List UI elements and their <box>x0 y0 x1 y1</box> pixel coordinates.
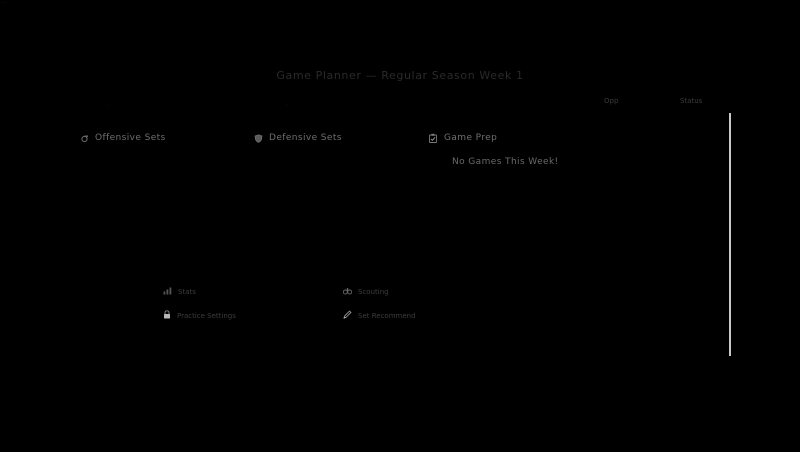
defense-caption: · <box>286 101 289 109</box>
practice-settings-button[interactable] <box>163 310 236 321</box>
right-panel-header-status: Status <box>680 97 703 105</box>
tab-defensive-sets-label: Defensive Sets <box>269 133 342 143</box>
lock-icon <box>163 310 171 321</box>
tab-defensive-sets[interactable] <box>254 133 342 143</box>
corner-indicator: ··· <box>2 0 8 7</box>
practice-settings-button-label: Practice Settings <box>177 311 236 320</box>
stats-button[interactable] <box>163 287 196 297</box>
clipboard-icon <box>428 133 438 143</box>
right-panel-header-opp: Opp <box>604 97 619 105</box>
pencil-icon <box>343 310 352 321</box>
set-recommend-button-label: Set Recommend <box>358 311 416 320</box>
tab-offensive-sets-label: Offensive Sets <box>95 133 166 143</box>
set-recommend-button[interactable] <box>343 310 416 321</box>
scouting-button-label: Scouting <box>358 288 389 296</box>
game-prep-note: No Games This Week! <box>452 157 559 167</box>
tab-offensive-sets[interactable] <box>80 133 166 143</box>
offense-caption: · <box>106 101 109 109</box>
scouting-button[interactable] <box>343 287 389 297</box>
page-title: Game Planner — Regular Season Week 1 <box>276 69 524 82</box>
tab-game-prep-label: Game Prep <box>444 133 498 143</box>
tab-game-prep[interactable] <box>428 133 497 143</box>
binoculars-icon <box>343 287 352 297</box>
stats-button-label: Stats <box>178 288 196 296</box>
right-panel-scrollbar[interactable] <box>729 113 731 356</box>
chart-icon <box>163 287 172 297</box>
shield-icon <box>254 134 263 143</box>
whistle-icon <box>80 134 89 143</box>
